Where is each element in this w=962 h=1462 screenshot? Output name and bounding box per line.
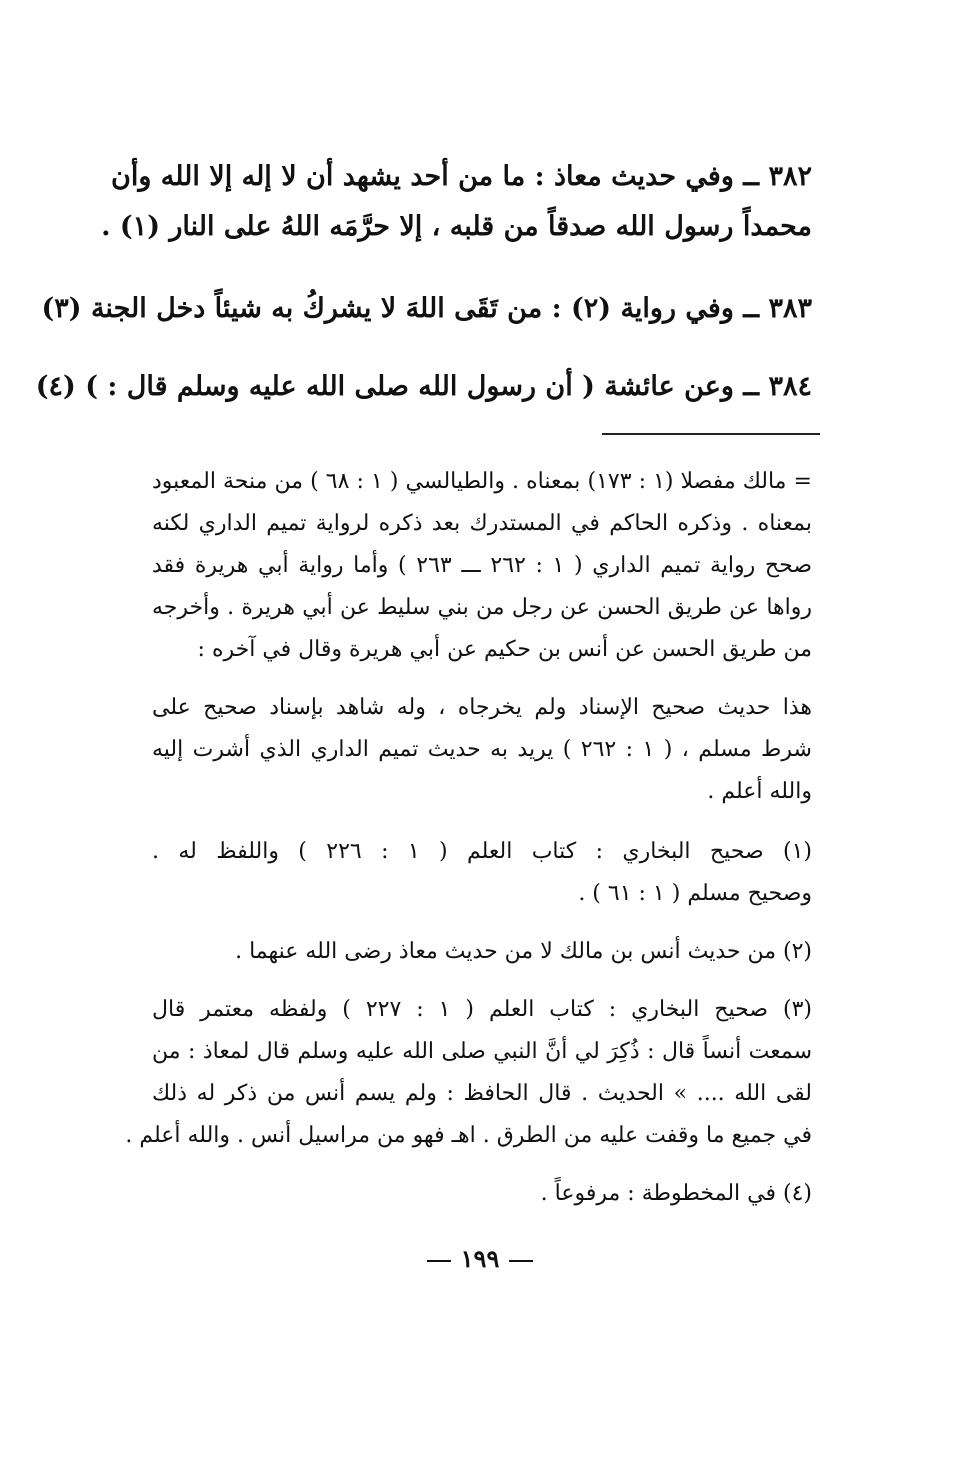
note-line: شرط مسلم ، ( ١ : ٢٦٢ ) يريد به حديث تميم الداري الذي أشرت إليه xyxy=(152,737,812,762)
note-line: صحح رواية تميم الداري ( ١ : ٢٦٢ ـــ ٢٦٣ ) وأما رواية أبي هريرة فقد xyxy=(152,553,813,578)
footnote-1-line-1: (١) صحيح البخاري : كتاب العلم ( ١ : ٢٢٦ ) واللفظ له . xyxy=(152,839,812,864)
note-line: من طريق الحسن عن أنس بن حكيم عن أبي هريرة وقال في آخره : xyxy=(197,637,812,662)
dash-left xyxy=(427,1260,451,1262)
hadith-384-line-1: ٣٨٤ ــ وعن عائشة ( أن رسول الله صلى الله عليه وسلم قال : ) (٤) xyxy=(35,371,812,402)
note-line: هذا حديث صحيح الإسناد ولم يخرجاه ، وله شاهد بإسناد صحيح على xyxy=(152,695,812,720)
footnote-2: (٢) من حديث أنس بن مالك لا من حديث معاذ رضى الله عنهما . xyxy=(235,939,812,964)
note-line: = مالك مفصلا (١ : ١٧٣) بمعناه . والطيالسي ( ١ : ٦٨ ) من منحة المعبود xyxy=(152,469,812,494)
page-number xyxy=(400,1244,560,1278)
hadith-382-line-1: ٣٨٢ ــ وفي حديث معاذ : ما من أحد يشهد أن لا إله إلا الله وأن xyxy=(110,161,812,192)
footnote-3-line-3: لقى الله .... » الحديث . قال الحافظ : ولم يسم أنس من ذكر له ذلك xyxy=(152,1081,812,1106)
footnote-separator xyxy=(602,433,820,435)
page-number-text: ١٩٩ xyxy=(460,1244,500,1273)
dash-right xyxy=(509,1260,533,1262)
footnote-3-line-1: (٣) صحيح البخاري : كتاب العلم ( ١ : ٢٢٧ ) ولفظه معتمر قال xyxy=(152,997,812,1022)
footnote-1-line-2: وصحيح مسلم ( ١ : ٦١ ) . xyxy=(578,881,812,906)
note-line: رواها عن طريق الحسن عن رجل من بني سليط عن أبي هريرة . وأخرجه xyxy=(152,595,812,620)
note-line: والله أعلم . xyxy=(707,779,812,804)
footnote-4: (٤) في المخطوطة : مرفوعاً . xyxy=(540,1181,812,1206)
footnote-3-line-4: في جميع ما وقفت عليه من الطرق . اهـ فهو من مراسيل أنس . والله أعلم . xyxy=(125,1123,812,1148)
hadith-382-line-2: محمداً رسول الله صدقاً من قلبه ، إلا حرَّمَه اللهُ على النار (١) . xyxy=(101,211,812,242)
footnote-3-line-2: سمعت أنساً قال : ذُكِرَ لي أنَّ النبي صلى الله عليه وسلم قال لمعاذ : من xyxy=(152,1039,813,1064)
note-line: بمعناه . وذكره الحاكم في المستدرك بعد ذكره لرواية تميم الداري لكنه xyxy=(152,511,812,536)
hadith-383-line-1: ٣٨٣ ــ وفي رواية (٢) : من تَقَى اللهَ لا يشركُ به شيئاً دخل الجنة (٣) xyxy=(41,293,812,324)
